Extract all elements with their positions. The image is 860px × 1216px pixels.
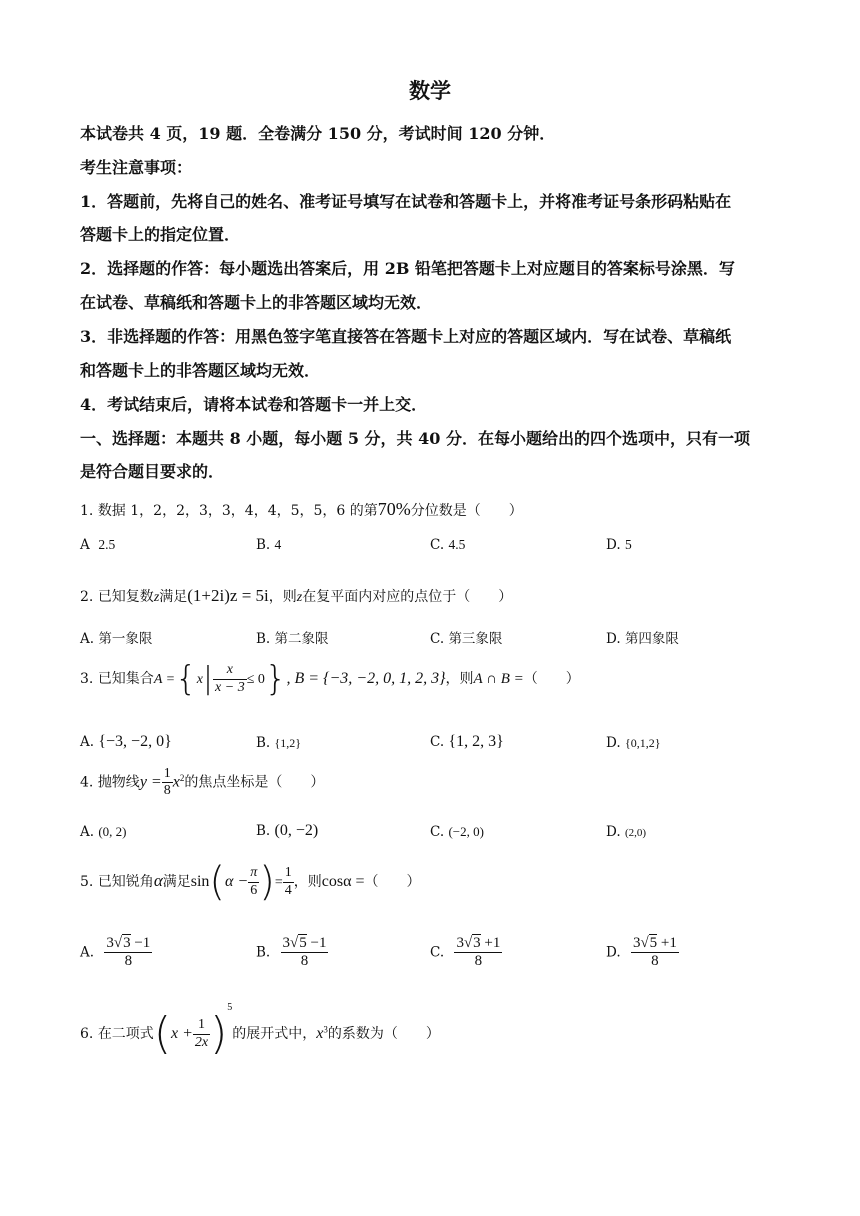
equation-rhs: x <box>172 773 180 791</box>
question-text: 在复平面内对应的点位于（ ） <box>302 589 513 605</box>
q5-option-b[interactable] <box>256 935 328 971</box>
option-letter: D. <box>606 824 621 840</box>
question-1 <box>80 499 523 520</box>
fraction-numerator: 3√5 +1 <box>631 935 679 953</box>
question-5 <box>80 859 421 905</box>
option-text: {−3, −2, 0} <box>98 733 172 750</box>
option-letter: C. <box>430 734 445 750</box>
binomial-fraction <box>193 1017 210 1050</box>
q2-option-b[interactable] <box>256 627 329 647</box>
radicand: 5 <box>649 935 658 951</box>
option-fraction <box>281 935 329 971</box>
left-paren: ( <box>153 1008 171 1059</box>
set-b: , B = {−3, −2, 0, 1, 2, 3} <box>286 670 446 687</box>
option-text: 第三象限 <box>448 631 503 647</box>
notice-heading: 考生注意事项： <box>80 158 193 177</box>
fraction-numerator: 3√5 −1 <box>281 935 329 953</box>
option-text: {1,2} <box>274 736 302 750</box>
option-text: (2,0) <box>624 827 647 839</box>
fraction-numerator: π <box>248 865 259 882</box>
option-text: 第一象限 <box>98 631 153 647</box>
option-text: (−2, 0) <box>448 824 484 839</box>
constant-term: +1 <box>660 935 677 951</box>
q3-option-a[interactable] <box>80 733 172 751</box>
q4-option-b[interactable] <box>256 822 318 840</box>
equation-lhs: y = <box>139 773 162 791</box>
question-text: 的焦点坐标是（ ） <box>184 774 325 791</box>
option-letter: B. <box>256 823 271 839</box>
section-1-heading-line-2: 是符合题目要求的． <box>80 462 225 481</box>
equation-fraction <box>162 766 173 799</box>
question-6 <box>80 1002 440 1059</box>
fraction-denominator: 8 <box>124 953 133 970</box>
q5-option-c[interactable] <box>430 935 502 971</box>
fraction-numerator: 3√3 +1 <box>454 935 502 953</box>
notice-1-line-2: 答题卡上的指定位置． <box>80 225 241 244</box>
option-letter: A. <box>80 734 95 750</box>
set-a-label: A = <box>153 672 176 687</box>
term-x: x <box>316 1025 324 1042</box>
variable-alpha: α <box>153 871 163 890</box>
notice-2-line-2: 在试卷、草稿纸和答题卡上的非答题区域均无效． <box>80 293 433 312</box>
q3-option-d[interactable] <box>606 735 660 751</box>
option-text: 2.5 <box>98 537 116 552</box>
section-1-heading-line-1: 一、选择题：本题共 8 小题，每小题 5 分，共 40 分．在每小题给出的四个选项中，只有一项 <box>80 429 750 448</box>
option-letter: D. <box>606 944 621 961</box>
option-letter: C. <box>430 824 445 840</box>
option-text: (0, −2) <box>274 822 319 839</box>
binomial-exponent: 5 <box>227 1002 233 1013</box>
option-text: {0,1,2} <box>624 736 661 750</box>
question-number: 1. <box>80 503 94 519</box>
q4-option-c[interactable] <box>430 824 484 840</box>
q1-option-d[interactable] <box>606 537 632 553</box>
binomial-x: x + <box>170 1025 193 1042</box>
q2-option-c[interactable] <box>430 627 502 647</box>
variable-z: z <box>153 590 160 605</box>
fraction-denominator: 2x <box>194 1034 209 1050</box>
constant-term: −1 <box>310 935 327 951</box>
option-fraction <box>454 935 502 971</box>
question-text: ，则 <box>293 874 322 890</box>
option-letter: A. <box>80 944 95 961</box>
q5-option-d[interactable] <box>606 935 679 971</box>
right-paren: ) <box>259 859 275 905</box>
notice-2-line-1: 2．选择题的作答：每小题选出答案后，用 2B 铅笔把答题卡上对应题目的答案标号涂黑．写 <box>80 259 735 278</box>
notice-4-line-1: 4．考试结束后，请将本试卷和答题卡一并上交． <box>80 395 428 414</box>
fraction-denominator: x − 3 <box>215 679 245 695</box>
fraction-numerator: 1 <box>193 1017 210 1034</box>
question-text: 抛物线 <box>97 774 140 791</box>
option-text: (0, 2) <box>98 824 127 839</box>
option-text: 4.5 <box>448 537 466 552</box>
coefficient: 3 <box>106 935 114 951</box>
option-letter: A <box>80 537 90 553</box>
q1-option-a[interactable] <box>80 537 115 553</box>
question-text: （ ） <box>523 671 580 687</box>
option-letter: B. <box>256 944 271 961</box>
left-brace: { <box>175 659 197 699</box>
question-text: 在二项式 <box>97 1026 154 1042</box>
option-letter: A. <box>80 824 95 840</box>
pi-fraction <box>248 865 259 898</box>
q3-option-c[interactable] <box>430 733 504 751</box>
sin-function: sin <box>190 873 210 890</box>
set-a-fraction <box>213 662 247 695</box>
radicand: 3 <box>473 935 481 951</box>
fraction-numerator: 3√3 −1 <box>104 935 152 953</box>
question-text: 已知集合 <box>97 671 154 687</box>
set-a-condition: ≤ 0 <box>246 672 265 687</box>
question-text: 数据 1，2，2，3，3，4，4，5，5，6 的第 <box>97 503 378 519</box>
rhs-fraction <box>283 865 294 898</box>
question-text: （ ） <box>364 874 421 890</box>
question-number: 4. <box>80 774 94 791</box>
alpha-minus: α − <box>225 873 249 890</box>
question-text: ，则 <box>445 671 474 687</box>
q1-option-b[interactable] <box>256 537 281 553</box>
option-letter: C. <box>430 631 445 647</box>
q2-option-a[interactable] <box>80 627 152 647</box>
fraction-denominator: 8 <box>651 953 659 970</box>
fraction-denominator: 8 <box>163 783 171 799</box>
question-number: 5. <box>80 874 94 890</box>
question-text: 已知复数 <box>97 589 154 605</box>
option-letter: B. <box>256 631 271 647</box>
fraction-denominator: 8 <box>474 953 483 970</box>
right-brace: } <box>264 659 287 699</box>
option-text: 第二象限 <box>274 631 329 647</box>
option-letter: C. <box>430 537 445 553</box>
radicand: 3 <box>123 935 131 951</box>
set-a-variable: x <box>196 672 203 687</box>
question-3 <box>80 659 580 699</box>
page-title: 数学 <box>409 78 451 103</box>
question-text: 的系数为（ ） <box>327 1026 440 1042</box>
option-fraction <box>631 935 679 971</box>
fraction-numerator: 1 <box>283 865 294 882</box>
exponent: 2 <box>179 772 185 783</box>
radicand: 5 <box>299 935 307 951</box>
set-divider: | <box>202 661 214 696</box>
fraction-denominator: 8 <box>300 953 309 970</box>
question-text: 分位数是（ ） <box>410 503 523 519</box>
q4-option-a[interactable] <box>80 824 127 840</box>
option-text: 4 <box>274 537 282 552</box>
left-paren: ( <box>209 859 226 905</box>
option-letter: C. <box>430 944 445 961</box>
equation: (1+2i)z = 5i <box>187 586 269 605</box>
question-number: 6. <box>80 1026 94 1042</box>
question-text: 的展开式中， <box>232 1026 317 1042</box>
fraction-numerator: x <box>213 662 247 679</box>
percentile: 70% <box>377 499 411 519</box>
question-number: 2. <box>80 589 94 605</box>
q2-option-d[interactable] <box>606 627 679 647</box>
question-number: 3. <box>80 671 94 687</box>
intersection-expr: A ∩ B = <box>473 671 524 687</box>
option-text: 第四象限 <box>624 631 679 647</box>
q5-option-a[interactable] <box>80 935 152 971</box>
variable-z: z <box>296 590 303 605</box>
notice-3-line-1: 3．非选择题的作答：用黑色签字笔直接答在答题卡上对应的答题区域内．写在试卷、草稿纸 <box>80 327 732 346</box>
question-text: 满足 <box>162 874 191 890</box>
question-2 <box>80 586 512 606</box>
coefficient: 3 <box>456 935 464 951</box>
right-paren: ) <box>210 1008 228 1059</box>
option-letter: D. <box>606 735 621 751</box>
option-letter: B. <box>256 735 271 751</box>
q1-option-c[interactable] <box>430 537 465 553</box>
q4-option-d[interactable] <box>606 824 646 840</box>
fraction-numerator: 1 <box>162 766 173 783</box>
exam-intro: 本试卷共 4 页，19 题．全卷满分 150 分，考试时间 120 分钟． <box>80 124 556 143</box>
question-text: 已知锐角 <box>97 874 154 890</box>
constant-term: +1 <box>484 935 501 951</box>
coefficient: 3 <box>282 935 291 951</box>
term-exponent: 3 <box>323 1024 328 1035</box>
cos-expr: cosα = <box>321 873 365 890</box>
coefficient: 3 <box>632 935 641 951</box>
question-text: ，则 <box>268 589 297 605</box>
option-text: 5 <box>624 537 632 552</box>
option-letter: B. <box>256 537 271 553</box>
q3-option-b[interactable] <box>256 735 301 751</box>
notice-1-line-1: 1．答题前，先将自己的姓名、准考证号填写在试卷和答题卡上，并将准考证号条形码粘贴在 <box>80 192 732 211</box>
constant-term: −1 <box>134 935 151 951</box>
question-text: 满足 <box>159 589 188 605</box>
fraction-denominator: 4 <box>284 882 292 898</box>
fraction-denominator: 6 <box>250 882 258 898</box>
notice-3-line-2: 和答题卡上的非答题区域均无效． <box>80 361 321 380</box>
option-text: {1, 2, 3} <box>448 733 504 750</box>
equals: = <box>274 875 283 890</box>
option-letter: D. <box>606 631 621 647</box>
question-4 <box>80 766 324 799</box>
option-letter: D. <box>606 537 621 553</box>
option-fraction <box>104 935 152 971</box>
option-letter: A. <box>80 631 95 647</box>
